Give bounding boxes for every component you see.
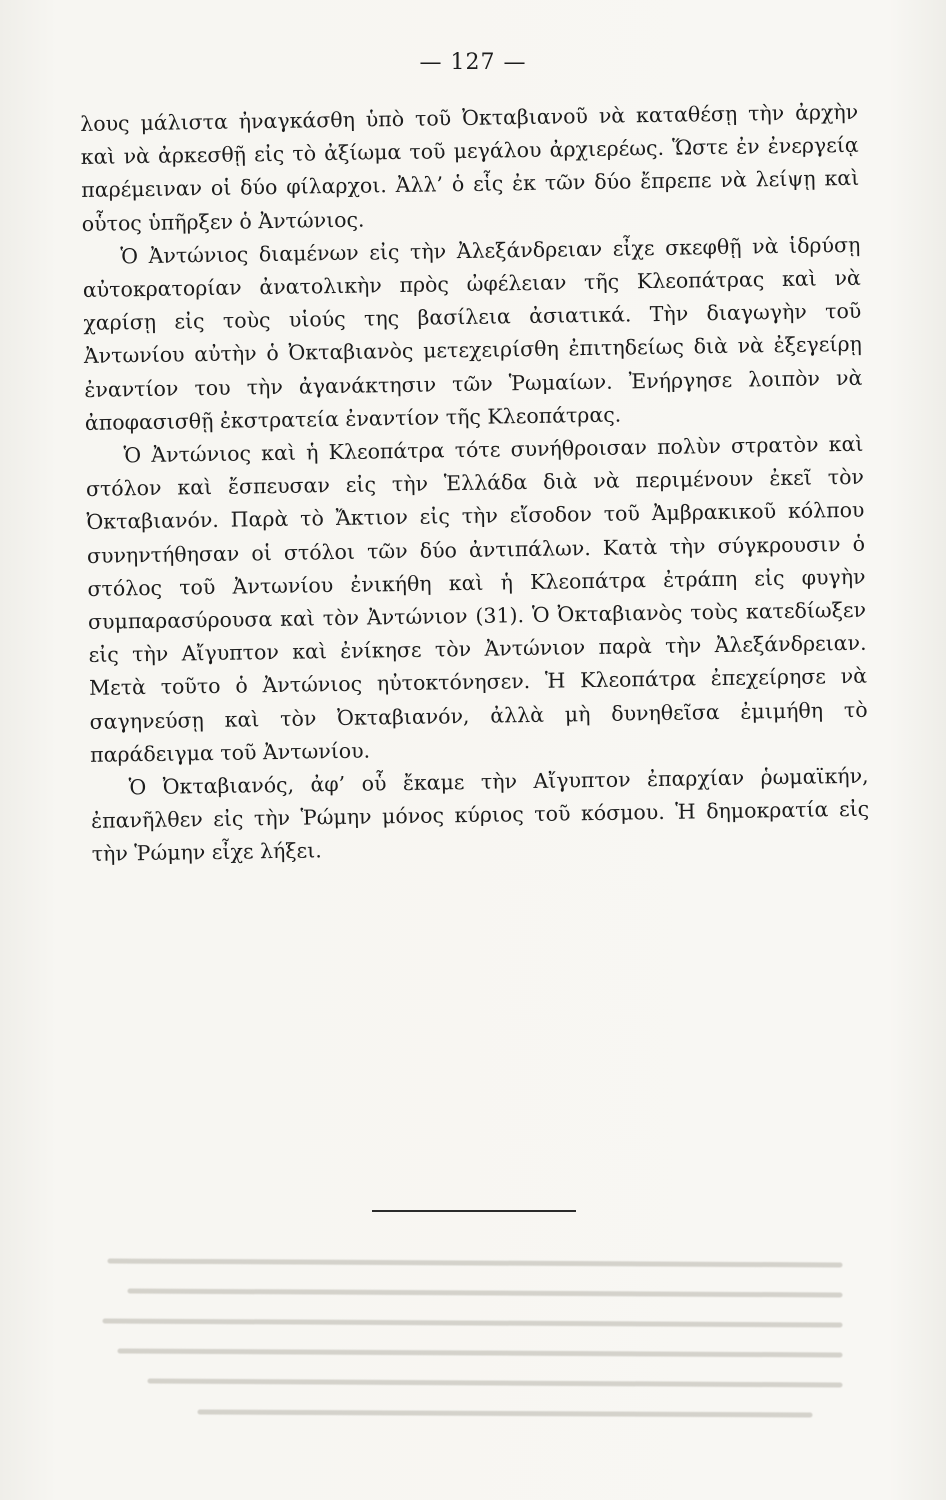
section-divider-line xyxy=(372,1210,576,1212)
paragraph-4: Ὁ Ὀκταβιανός, ἀφ’ οὗ ἔκαμε τὴν Αἴγυπτον ἐπαρχίαν ῥωμαϊκήν, ἐπανῆλθεν εἰς τὴν Ῥώμην μόνος κύριος τοῦ κόσμου. Ἡ δημοκρατία εἰς τὴν Ῥώμην εἶχε λήξει. xyxy=(91,763,870,867)
paragraph-1: λους μάλιστα ἠναγκάσθη ὑπὸ τοῦ Ὀκταβιανοῦ νὰ καταθέσῃ τὴν ἀρχὴν καὶ νὰ ἀρκεσθῇ εἰς τὸ ἀξίωμα τοῦ μεγάλου ἀρχιερέως. Ὥστε ἐν ἐνεργείᾳ παρέμειναν οἱ δύο φίλαρχοι. Ἀλλ’ ὁ εἷς ἐκ τῶν δύο ἔπρεπε νὰ λείψῃ καὶ οὗτος ὑπῆρξεν ὁ Ἀντώνιος. xyxy=(80,99,860,236)
paragraph-3: Ὁ Ἀντώνιος καὶ ἡ Κλεοπάτρα τότε συνήθροισαν πολὺν στρατὸν καὶ στόλον καὶ ἔσπευσαν εἰς τὴν Ἑλλάδα διὰ νὰ περιμένουν ἐκεῖ τὸν Ὀκταβιανόν. Παρὰ τὸ Ἄκτιον εἰς τὴν εἴσοδον τοῦ Ἀμβρακικοῦ κόλπου συνηντήθησαν οἱ στόλοι τῶν δύο ἀντιπάλων. Κατὰ τὴν σύγκρουσιν ὁ στόλος τοῦ Ἀντωνίου ἐνικήθη καὶ ἡ Κλεοπάτρα ἐτράπη εἰς φυγὴν συμπαρασύρουσα καὶ τὸν Ἀντώνιον (31). Ὁ Ὀκταβιανὸς τοὺς κατεδίωξεν εἰς τὴν Αἴγυπτον καὶ ἐνίκησε τὸν Ἀντώνιον παρὰ τὴν Ἀλεξάνδρειαν. Μετὰ τοῦτο ὁ Ἀντώνιος ηὐτοκτόνησεν. Ἡ Κλεοπάτρα ἐπεχείρησε νὰ σαγηνεύσῃ καὶ τὸν Ὀκταβιανόν, ἀλλὰ μὴ δυνηθεῖσα ἐμιμήθη τὸ παράδειγμα τοῦ Ἀντωνίου. xyxy=(85,431,868,767)
page-number: — 127 — xyxy=(419,50,527,75)
bleed-through-texture xyxy=(90,1255,850,1462)
paragraph-2: Ὁ Ἀντώνιος διαμένων εἰς τὴν Ἀλεξάνδρειαν εἶχε σκεφθῇ νὰ ἱδρύσῃ αὐτοκρατορίαν ἀνατολικὴν πρὸς ὠφέλειαν τῆς Κλεοπάτρας καὶ νὰ χαρίσῃ εἰς τοὺς υἱούς της βασίλεια ἀσιατικά. Τὴν διαγωγὴν τοῦ Ἀντωνίου αὐτὴν ὁ Ὀκταβιανὸς μετεχειρίσθη ἐπιτηδείως διὰ νὰ ἐξεγείρῃ ἐναντίον του τὴν ἀγανάκτησιν τῶν Ῥωμαίων. Ἐνήργησε λοιπὸν νὰ ἀποφασισθῇ ἐκστρατεία ἐναντίον τῆς Κλεοπάτρας. xyxy=(82,232,863,435)
body-text xyxy=(80,96,870,872)
